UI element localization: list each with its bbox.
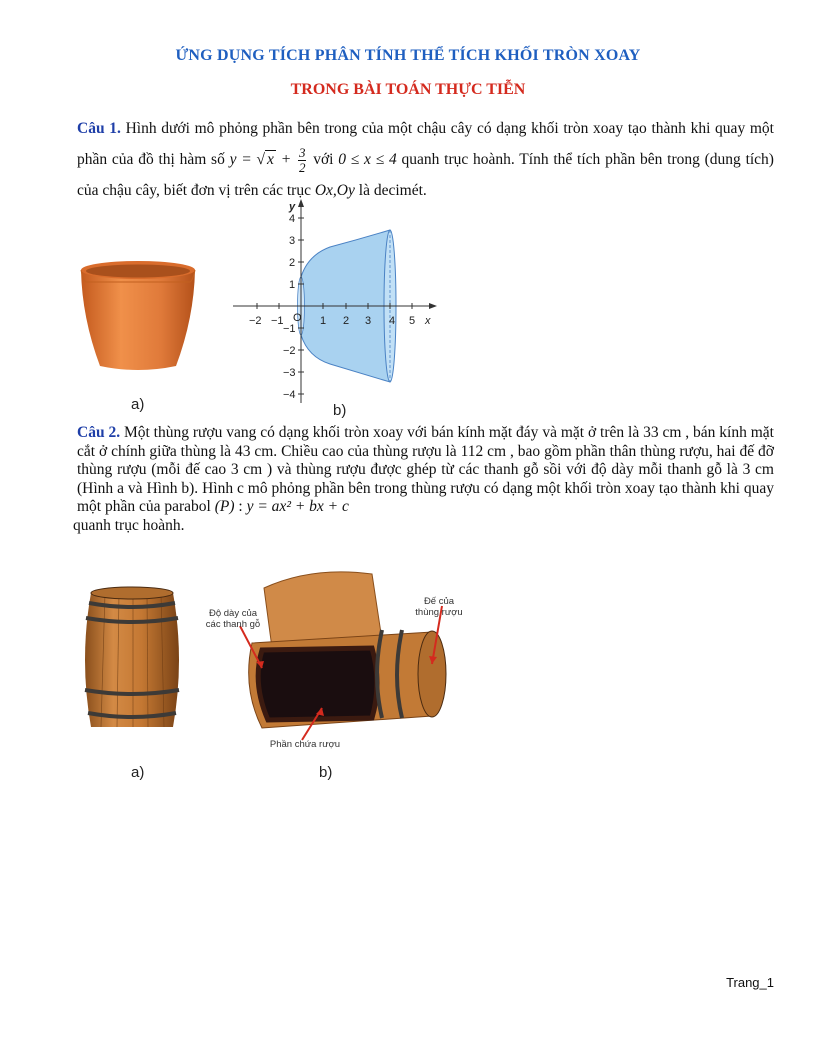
y-axis-label: y [289, 201, 296, 213]
origin-label: O [293, 312, 302, 324]
annotation-stave-thickness: Độ dày của các thanh gỗ [205, 608, 261, 630]
y-tick-label: 1 [289, 279, 296, 291]
y-tick-label: −4 [283, 389, 296, 401]
figure-1b-caption: b) [333, 402, 347, 419]
q2-parabol-equation: y = ax² + bx + c [246, 498, 349, 515]
figure-2b-caption: b) [319, 764, 333, 781]
x-tick-label: 3 [365, 315, 372, 327]
revolution-solid-graph [225, 193, 450, 413]
y-tick-label: 2 [289, 257, 296, 269]
flower-pot-image [78, 258, 198, 373]
y-tick-label: −2 [283, 345, 296, 357]
annotation-barrel-base: Đế của thùng rượu [415, 596, 463, 618]
q2-text-end: quanh trục hoành. [73, 516, 185, 534]
x-tick-label: −1 [271, 315, 284, 327]
barrel-cutaway-image [232, 568, 472, 738]
wine-barrel-image [77, 585, 187, 735]
annotation-wine-content: Phần chứa rượu [269, 739, 341, 750]
q1-axes: Ox,Oy [314, 182, 355, 199]
y-tick-label: −3 [283, 367, 296, 379]
question-2: Câu 2. Một thùng rượu vang có dạng khối tròn xoay với bán kính mặt đáy và mặt ở trên là 33 cm , bán kính mặt cắt ở chính giữa thùng là 43 cm. Chiều cao của thùng rượu là 112 cm , bao gồm phần thân thùng rượu, hai đế đỡ thùng rượu (mỗi đế cao 3 cm ) và thùng rượu được ghép từ các thanh gỗ sồi với độ dày mỗi thanh gỗ là 3 cm (Hình a và Hình b). Hình c mô phỏng phần bên trong thùng rượu có dạng một khối tròn xoay tạo thành khi quay một phần của parabol (P) : y = ax² + bx + c quanh trục hoành. [73, 424, 774, 534]
x-tick-label: 4 [389, 315, 396, 327]
y-tick-label: 4 [289, 213, 296, 225]
document-subtitle: TRONG BÀI TOÁN THỰC TIỄN [290, 81, 526, 98]
figure-1a-caption: a) [131, 396, 145, 413]
question-2-label: Câu 2. [77, 424, 121, 441]
x-tick-label: 5 [409, 315, 416, 327]
q2-parabol-name: (P) [214, 498, 235, 515]
x-tick-label: −2 [249, 315, 262, 327]
x-tick-label: 1 [320, 315, 327, 327]
page-number: Trang_1 [726, 975, 774, 990]
question-1-label: Câu 1. [77, 120, 121, 137]
q1-text-2: với [308, 151, 339, 168]
document-title: ỨNG DỤNG TÍCH PHÂN TÍNH THỂ TÍCH KHỐI TRÒN XOAY [175, 47, 641, 64]
q2-text: Một thùng rượu vang có dạng khối tròn xoay với bán kính mặt đáy và mặt ở trên là 33 cm , bán kính mặt cắt ở chính giữa thùng là 43 cm. Chiều cao của thùng rượu là 112 cm , bao gồm phần thân thùng rượu, hai đế đỡ thùng rượu (mỗi đế cao 3 cm ) và thùng rượu được ghép từ các thanh gỗ sồi với độ dày mỗi thanh gỗ là 3 cm (Hình a và Hình b). Hình c mô phỏng phần bên trong thùng rượu có dạng một khối tròn xoay tạo thành khi quay một phần của parabol [77, 424, 774, 515]
q1-text-3: quanh trục hoành. Tính thể tích phần bên trong (dung tích) của chậu cây, biết đơn vị trên các trục [77, 151, 774, 199]
q1-function: y = √ x + $\frac{3}{2}$ [229, 144, 306, 175]
q1-domain: 0 ≤ x ≤ 4 [338, 151, 397, 168]
q1-fraction: $\frac{3}{2}$ [298, 144, 306, 175]
figure-2a-caption: a) [131, 764, 145, 781]
y-tick-label: 3 [289, 235, 296, 247]
x-axis-label: x [425, 315, 431, 327]
q1-text-1: Hình dưới mô phỏng phần bên trong của một chậu cây có dạng khối tròn xoay tạo thành khi quay một phần của đồ thị hàm số [77, 120, 774, 168]
q1-text-4: là decimét. [354, 182, 427, 199]
x-tick-label: 2 [343, 315, 350, 327]
y-tick-label: −1 [283, 323, 296, 335]
